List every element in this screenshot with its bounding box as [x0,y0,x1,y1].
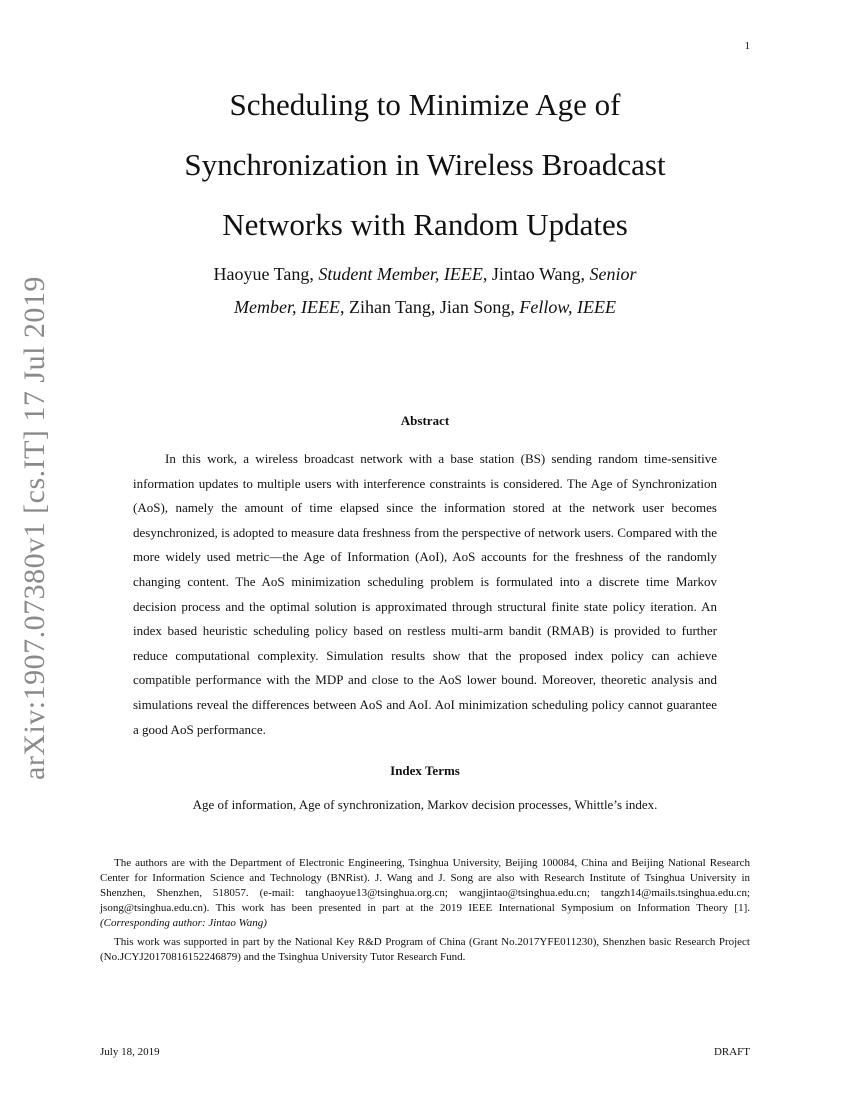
author-3-name: , Zihan Tang, Jian Song, [339,297,520,317]
index-terms-body: Age of information, Age of synchronization, Markov decision processes, Whittle’s index. [192,797,658,812]
author-4-role: Fellow, IEEE [519,297,616,317]
title-line-3: Networks with Random Updates [222,207,628,242]
abstract-heading: Abstract [400,413,450,428]
author-2-name: , Jintao Wang, [482,264,590,284]
index-terms-heading: Index Terms [390,763,460,778]
author-1-name: Haoyue Tang, [213,264,319,284]
paper-title [100,75,750,255]
affiliation-text: The authors are with the Department of Electronic Engineering, Tsinghua University, Beijing 100084, China and Beijing National Research Center for Information Science and Technology (BNRist). J. Wang and J. Song are also with Research Institute of Tsinghua University in Shenzhen, Shenzhen, 518057. (e-mail: tanghaoyue13@tsinghua.org.cn; wangjintao@tsinghua.edu.cn; tangzh14@mails.tsinghua.edu.cn; jsong@tsinghua.edu.cn). This work has been presented in part at the 2019 IEEE International Symposium on Information Theory [1]. [100,857,750,914]
author-2-role-part1: Senior [589,264,637,284]
footer-draft-label: DRAFT [713,1046,750,1058]
arxiv-stamp[interactable]: arXiv:1907.07380v1 [cs.IT] 17 Jul 2019 [18,276,51,780]
author-2-role-part2: Member, IEEE [233,297,340,317]
title-line-2: Synchronization in Wireless Broadcast [184,147,666,182]
author-1-role: Student Member, IEEE [318,264,483,284]
corresponding-author: (Corresponding author: Jintao Wang) [100,917,267,929]
title-line-1: Scheduling to Minimize Age of [229,87,621,122]
funding-footnote: This work was supported in part by the National Key R&D Program of China (Grant No.2017YFE011230), Shenzhen basic Research Project (No.JCYJ20170816152246879) and the Tsinghua University Tutor Research Fund. [100,936,750,963]
footer-date: July 18, 2019 [100,1046,160,1058]
abstract-body: In this work, a wireless broadcast network with a base station (BS) sending random time-sensitive information updates to multiple users with interference constraints is considered. The Age of Synchronization (AoS), namely the amount of time elapsed since the information stored at the network user becomes desynchronized, is adopted to measure data freshness from the perspective of network users. Compared with the more widely used metric—the Age of Information (AoI), AoS accounts for the freshness of the randomly changing content. The AoS minimization scheduling problem is formulated into a discrete time Markov decision process and the optimal solution is approximated through structural finite state policy iteration. An index based heuristic scheduling policy based on restless multi-arm bandit (RMAB) is provided to further reduce computational complexity. Simulation results show that the proposed index policy can achieve compatible performance with the MDP and close to the AoS lower bound. Moreover, theoretic analysis and simulations reveal the differences between AoS and AoI. AoI minimization scheduling policy cannot guarantee a good AoS performance. [133,451,717,737]
page-number: 1 [744,40,750,52]
affiliation-footnote [100,856,750,931]
author-list [100,258,750,324]
